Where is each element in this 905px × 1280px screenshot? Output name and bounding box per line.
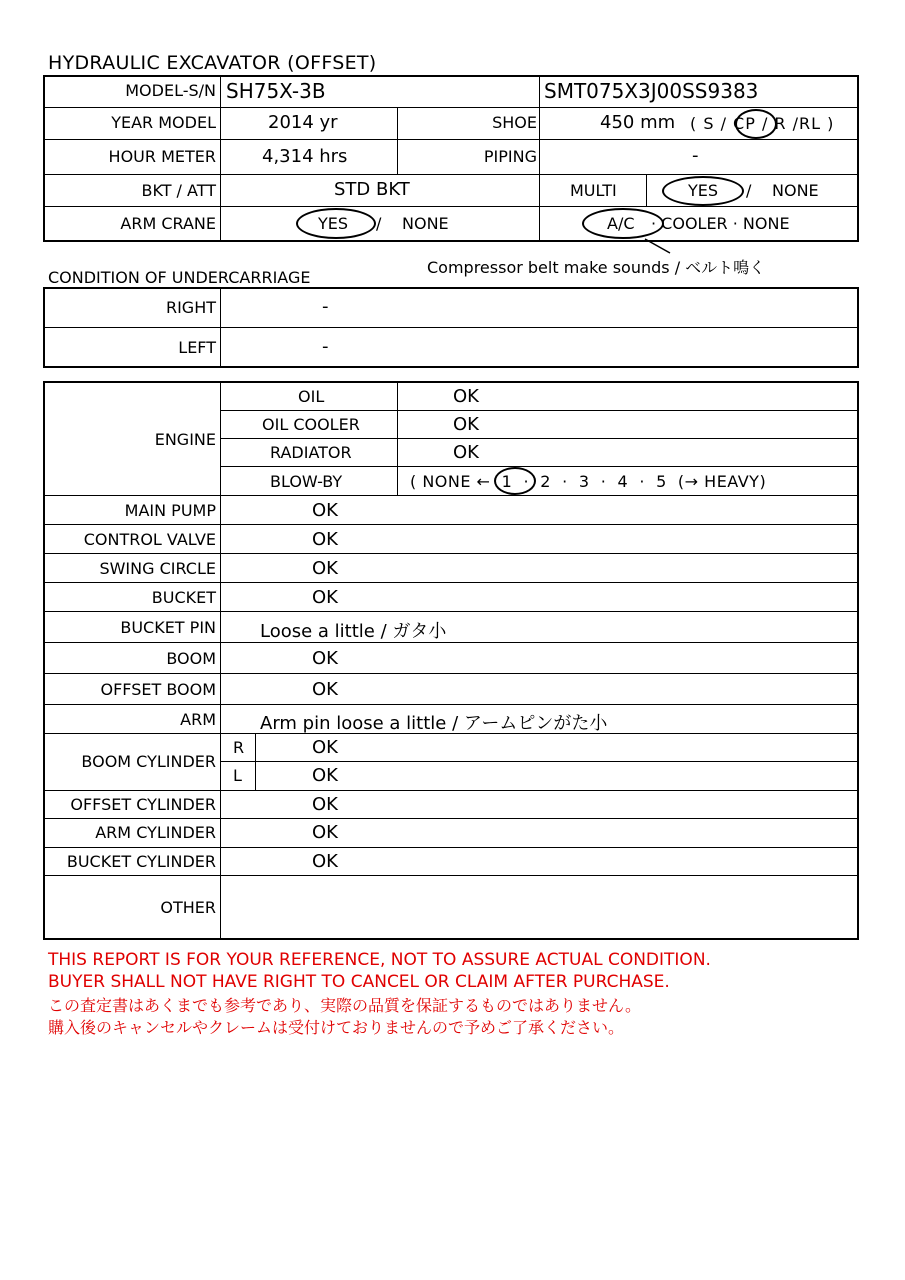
bkt-label: BKT / ATT [141,181,216,200]
boom-cylinder-label: BOOM CYLINDER [81,752,216,771]
hours-value: 4,314 hrs [262,146,348,167]
offset-boom-value: OK [312,679,338,700]
page-title: HYDRAULIC EXCAVATOR (OFFSET) [48,52,377,74]
boom-cylinder-r-label: R [233,738,245,757]
boom-value: OK [312,648,338,669]
disclaimer-line-4: 購入後のキャンセルやクレームは受付けておりませんので予めご了承ください。 [48,1018,625,1037]
left-label: LEFT [178,338,216,357]
swing-circle-value: OK [312,558,338,579]
crane-selected-circle [296,208,376,239]
blowby-label: BLOW-BY [270,472,343,491]
boom-cylinder-l-value: OK [312,765,338,786]
bucket-cylinder-label: BUCKET CYLINDER [66,852,216,871]
bucket-pin-value: Loose a little / ガタ小 [260,621,447,642]
right-label: RIGHT [165,298,216,317]
boom-label: BOOM [166,649,216,668]
year-label: YEAR MODEL [111,113,216,132]
undercarriage-heading: CONDITION OF UNDERCARRIAGE [48,268,311,287]
year-value: 2014 yr [268,112,338,133]
multi-selected-circle [662,176,744,206]
arm-value: Arm pin loose a little / アームピンがた小 [260,713,608,734]
arm-cylinder-value: OK [312,822,338,843]
right-value: - [322,296,329,317]
shoe-selected-circle [735,109,777,139]
crane-sep: / [376,214,382,233]
control-valve-label: CONTROL VALVE [83,530,216,549]
main-pump-label: MAIN PUMP [124,501,216,520]
multi-label: MULTI [570,181,617,200]
crane-label: ARM CRANE [120,214,216,233]
oil-label: OIL [298,387,325,406]
ac-rest: · COOLER · NONE [651,214,790,233]
oil-cooler-value: OK [453,414,479,435]
multi-none: NONE [772,181,819,200]
radiator-value: OK [453,442,479,463]
boom-cylinder-r-value: OK [312,737,338,758]
piping-label: PIPING [483,147,537,166]
ac-note: Compressor belt make sounds / ベルト鳴く [427,258,766,277]
bucket-pin-label: BUCKET PIN [120,618,216,637]
blowby-selected-circle [494,467,536,495]
oil-value: OK [453,386,479,407]
ac-selected-circle [582,208,664,239]
shoe-value: 450 mm [600,112,676,133]
oil-cooler-label: OIL COOLER [262,415,360,434]
disclaimer-line-3: この査定書はあくまでも参考であり、実際の品質を保証するものではありません。 [48,996,641,1015]
piping-value: - [692,145,699,166]
ac-option: A/C [607,214,635,233]
multi-sep: / [746,181,752,200]
bucket-value: OK [312,587,338,608]
left-value: - [322,336,329,357]
arm-label: ARM [180,710,216,729]
offset-boom-label: OFFSET BOOM [100,680,216,699]
shoe-options: ( S / CP / R /RL ) [690,114,835,133]
offset-cylinder-value: OK [312,794,338,815]
disclaimer-line-1: THIS REPORT IS FOR YOUR REFERENCE, NOT TO ASSURE ACTUAL CONDITION. [48,950,711,970]
other-label: OTHER [160,898,216,917]
serial-value: SMT075X3J00SS9383 [544,79,759,103]
bucket-cylinder-value: OK [312,851,338,872]
main-pump-value: OK [312,500,338,521]
control-valve-value: OK [312,529,338,550]
shoe-label: SHOE [492,113,537,132]
offset-cylinder-label: OFFSET CYLINDER [70,795,216,814]
arm-cylinder-label: ARM CYLINDER [95,823,216,842]
boom-cylinder-l-label: L [233,766,242,785]
model-label: MODEL-S/N [125,81,216,100]
annotation-pointer [640,236,680,256]
multi-yes: YES [688,181,719,200]
engine-label: ENGINE [154,430,216,449]
model-value: SH75X-3B [226,79,326,103]
crane-none: NONE [402,214,449,233]
bkt-value: STD BKT [334,179,410,200]
bucket-label: BUCKET [151,588,216,607]
swing-circle-label: SWING CIRCLE [99,559,216,578]
radiator-label: RADIATOR [270,443,352,462]
blowby-scale: ( NONE ← 1 · 2 · 3 · 4 · 5 (→ HEAVY) [410,472,767,491]
hour-label: HOUR METER [108,147,216,166]
disclaimer-line-2: BUYER SHALL NOT HAVE RIGHT TO CANCEL OR CLAIM AFTER PURCHASE. [48,972,670,992]
crane-yes: YES [318,214,349,233]
